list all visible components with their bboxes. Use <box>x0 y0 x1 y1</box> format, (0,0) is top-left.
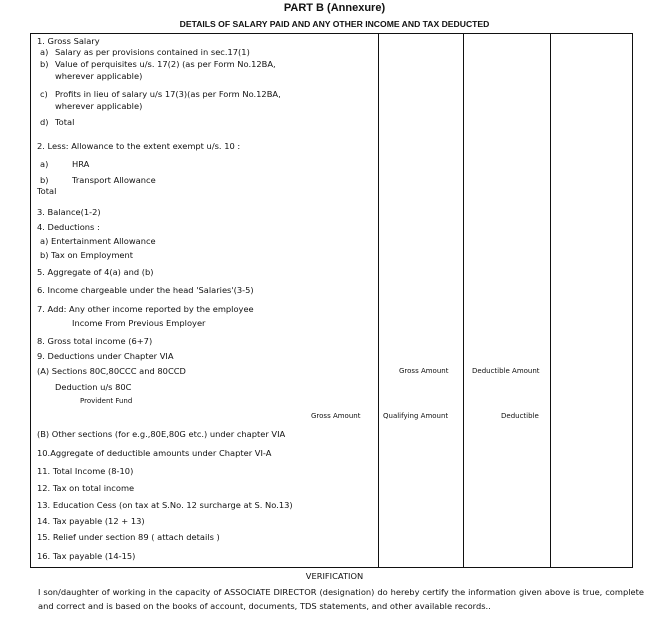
row-label: 9. Deductions under Chapter VIA <box>37 351 174 361</box>
row-label: Gross Amount <box>311 412 361 420</box>
row-label: Total <box>37 186 57 196</box>
row-label: wherever applicable) <box>55 101 143 111</box>
row-label: Gross Amount <box>399 367 449 375</box>
page-title: PART B (Annexure) <box>283 2 386 14</box>
row-label: 13. Education Cess (on tax at S.No. 12 surcharge at S. No.13) <box>37 500 293 510</box>
row-label: 8. Gross total income (6+7) <box>37 336 153 346</box>
column-divider <box>378 34 379 567</box>
row-label: b) <box>40 175 49 185</box>
row-label: 10.Aggregate of deductible amounts under Chapter VI-A <box>37 448 272 458</box>
row-label: 1. Gross Salary <box>37 36 100 46</box>
row-label: Value of perquisites u/s. 17(2) (as per Form No.12BA, <box>55 59 276 69</box>
row-label: 2. Less: Allowance to the extent exempt u/s. 10 : <box>37 141 241 151</box>
row-label: Qualifying Amount <box>383 412 449 420</box>
row-label: Transport Allowance <box>72 175 156 185</box>
row-label: Provident Fund <box>80 397 133 405</box>
row-label: 7. Add: Any other income reported by the employee <box>37 304 254 314</box>
row-label: b) <box>40 59 49 69</box>
row-label: Income From Previous Employer <box>72 318 206 328</box>
row-label: Deduction u/s 80C <box>55 382 132 392</box>
row-label: 4. Deductions : <box>37 222 100 232</box>
column-divider <box>550 34 551 567</box>
row-label: c) <box>40 89 48 99</box>
page-subtitle: DETAILS OF SALARY PAID AND ANY OTHER INCOME AND TAX DEDUCTED <box>179 19 490 29</box>
row-label: a) <box>40 159 49 169</box>
row-label: HRA <box>72 159 90 169</box>
row-label: d) <box>40 117 49 127</box>
verification-heading: VERIFICATION <box>305 571 364 581</box>
verification-text: I son/daughter of working in the capacity of ASSOCIATE DIRECTOR (designation) do hereby certify the information given above is true, complete and correct and is based on the books of account, documents, TDS statements, and other available records.. <box>38 587 644 611</box>
row-label: Deductible <box>501 412 539 420</box>
row-label: 3. Balance(1-2) <box>37 207 101 217</box>
row-label: Salary as per provisions contained in sec.17(1) <box>55 47 250 57</box>
row-label: Deductible Amount <box>472 367 540 375</box>
row-label: b) Tax on Employment <box>40 250 134 260</box>
row-label: (B) Other sections (for e.g.,80E,80G etc.) under chapter VIA <box>37 429 286 439</box>
row-label: a) <box>40 47 49 57</box>
row-label: wherever applicable) <box>55 71 143 81</box>
column-divider <box>463 34 464 567</box>
row-label: Total <box>55 117 75 127</box>
row-label: 11. Total Income (8-10) <box>37 466 134 476</box>
row-label: (A) Sections 80C,80CCC and 80CCD <box>37 366 186 376</box>
row-label: Profits in lieu of salary u/s 17(3)(as per Form No.12BA, <box>55 89 281 99</box>
row-label: 15. Relief under section 89 ( attach details ) <box>37 532 220 542</box>
row-label: a) Entertainment Allowance <box>40 236 156 246</box>
row-label: 6. Income chargeable under the head 'Salaries'(3-5) <box>37 285 254 295</box>
row-label: 12. Tax on total income <box>37 483 135 493</box>
row-label: 14. Tax payable (12 + 13) <box>37 516 145 526</box>
row-label: 16. Tax payable (14-15) <box>37 551 136 561</box>
row-label: 5. Aggregate of 4(a) and (b) <box>37 267 154 277</box>
